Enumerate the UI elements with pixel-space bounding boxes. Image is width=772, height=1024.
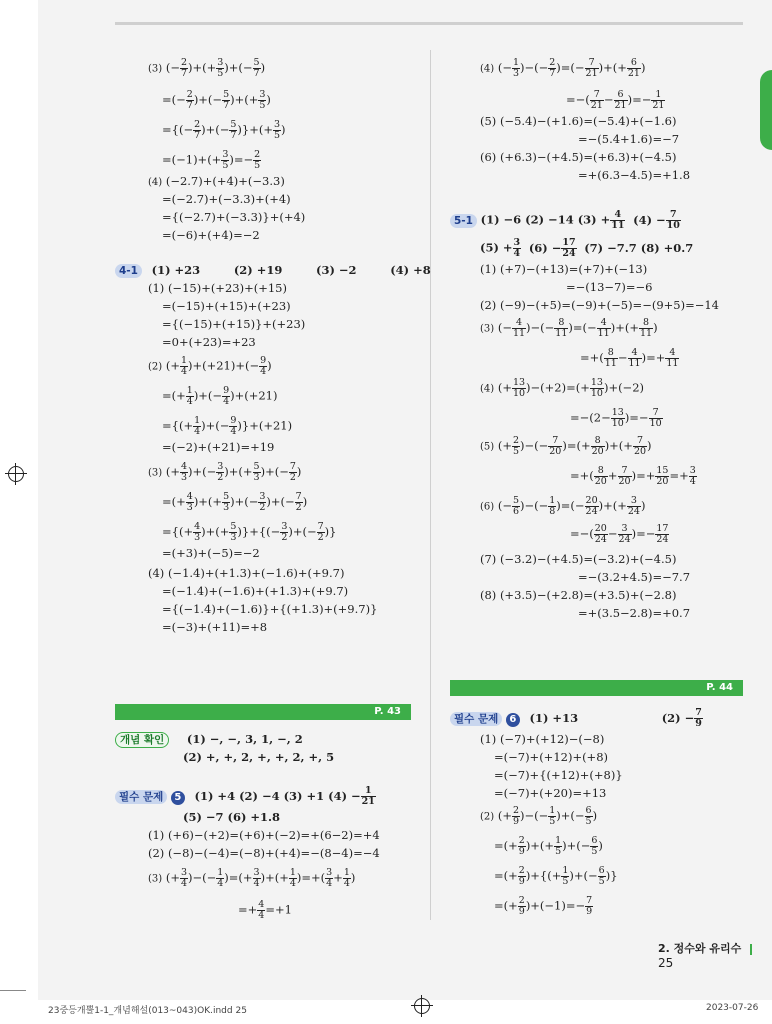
req5-1: (1) (+6)−(+2)=(+6)+(−2)=+(6−2)=+4 [148,828,380,842]
top-rule [115,22,743,25]
s51-3-line1: (3) (− $\frac{4}{11}$ )−(− $\frac{8}{11}$ )=(− $\frac{4}{11}$ )+(+ $\frac{8}{11}$ ) [480,317,658,339]
s51-5-line1: (5) (+ $\frac{2}{5}$ )−(− $\frac{7}{20}$ )=(+ $\frac{8}{20}$ )+(+ $\frac{7}{20}$ ) [480,435,652,457]
section-4-1-header: 4-1 (1) +23 (2) +19 (3) −2 (4) +8 [115,263,431,278]
right-p6-line1: (6) (+6.3)−(+4.5)=(+6.3)+(−4.5) [480,150,677,164]
s51-1-line2: =−(13−7)=−6 [566,280,653,294]
s51-7-line1: (7) (−3.2)−(+4.5)=(−3.2)+(−4.5) [480,552,677,566]
req6-2-line3: =(+ $\frac{2}{9}$ )+{(+ $\frac{1}{5}$ )+(− $\frac{6}{5}$ )} [494,865,618,887]
s51-3-line2: =+( $\frac{8}{11}$ − $\frac{4}{11}$ )=+ $\frac{4}{11}$ [580,347,679,369]
section-5-1-answers2: (5) + $\frac{3}{4}$ (6) − $\frac{17}{24}$ (7) −7.7 (8) +0.7 [480,237,694,259]
req6-1-line3: =(−7)+{(+12)+(+8)} [494,768,623,782]
problem-number: 6 [506,713,520,727]
left-p3-line2: =(− $\frac{2}{7}$ )+(− $\frac{5}{7}$ )+(+ $\frac{3}{5}$ ) [162,89,271,111]
page-label: P. 43 [364,704,411,720]
problem-number: 5 [171,791,185,805]
s51-7-line2: =−(3.2+4.5)=−7.7 [578,570,691,584]
s41-1-line3: ={(−15)+(+15)}+(+23) [162,317,306,331]
page-number: 25 [658,956,674,970]
s51-5-line2: =+( $\frac{8}{20}$ + $\frac{7}{20}$ )=+ $\frac{15}{20}$ =+ $\frac{3}{4}$ [570,465,696,487]
s51-8-line2: =+(3.5−2.8)=+0.7 [578,606,691,620]
chapter-tab [760,70,772,150]
section-badge: 4-1 [115,264,142,278]
req6-1-line4: =(−7)+(+20)=+13 [494,786,607,800]
s41-2-line1: (2) (+ $\frac{1}{4}$ )+(+21)+(− $\frac{9}{4}$ ) [148,355,272,377]
concept-check-row1: 개념 확인 (1) −, −, 3, 1, −, 2 [115,732,303,748]
page-bar-p44 [450,680,743,696]
req5-3-line1: (3) (+ $\frac{3}{4}$ )−(− $\frac{1}{4}$ )=(+ $\frac{3}{4}$ )+(+ $\frac{1}{4}$ )=+( $\frac{3}{4}$ + $\frac{1}{4}$ ) [148,867,356,889]
required-5-header: 필수 문제 5 (1) +4 (2) −4 (3) +1 (4) − $\frac{1}{21}$ [115,786,376,807]
right-p5-line1: (5) (−5.4)−(+1.6)=(−5.4)+(−1.6) [480,114,677,128]
crop-mark [0,990,26,991]
s51-6-line1: (6) (− $\frac{5}{6}$ )−(− $\frac{1}{8}$ )=(− $\frac{20}{24}$ )+(+ $\frac{3}{24}$ ) [480,495,646,517]
s41-4-line3: ={(−1.4)+(−1.6)}+{(+1.3)+(+9.7)} [162,602,378,616]
s41-4-line2: =(−1.4)+(−1.6)+(+1.3)+(+9.7) [162,584,349,598]
right-p5-line2: =−(5.4+1.6)=−7 [578,132,680,146]
s41-3-line3: ={(+ $\frac{4}{3}$ )+(+ $\frac{5}{3}$ )}+{(− $\frac{3}{2}$ )+(− $\frac{7}{2}$ )} [162,521,337,543]
s41-3-line4: =(+3)+(−5)=−2 [162,546,260,560]
section-badge: 5-1 [450,214,477,228]
req5-3-line2: =+ $\frac{4}{4}$ =+1 [238,899,292,921]
section-5-1-header: 5-1 (1) −6 (2) −14 (3) + $\frac{4}{11}$ (4) − $\frac{7}{10}$ [450,210,681,231]
left-p4-line4: =(−6)+(+4)=−2 [162,228,260,242]
registration-mark-icon [8,466,24,482]
registration-mark-icon [414,998,430,1014]
s51-4-line1: (4) (+ $\frac{13}{10}$ )−(+2)=(+ $\frac{13}{10}$ )+(−2) [480,377,645,399]
left-p3-line3: ={(− $\frac{2}{7}$ )+(− $\frac{5}{7}$ )}+(+ $\frac{3}{5}$ ) [162,119,286,141]
page-bar-p43 [115,704,411,720]
s41-2-line4: =(−2)+(+21)=+19 [162,440,275,454]
concept-check-row2: (2) +, +, 2, +, +, 2, +, 5 [183,750,335,764]
column-divider [430,50,431,920]
left-p3-line4: =(−1)+(+ $\frac{3}{5}$ )=− $\frac{2}{5}$ [162,149,261,171]
req6-1-line2: =(−7)+(+12)+(+8) [494,750,609,764]
s51-1-line1: (1) (+7)−(+13)=(+7)+(−13) [480,262,648,276]
right-p4-line1: (4) (− $\frac{1}{3}$ )−(− $\frac{2}{7}$ )=(− $\frac{7}{21}$ )+(+ $\frac{6}{21}$ ) [480,57,646,79]
right-p4-line2: =−( $\frac{7}{21}$ − $\frac{6}{21}$ )=− $\frac{1}{21}$ [566,89,665,111]
s41-3-line1: (3) (+ $\frac{4}{3}$ )+(− $\frac{3}{2}$ )+(+ $\frac{5}{3}$ )+(− $\frac{7}{2}$ ) [148,461,302,483]
s51-4-line2: =−(2− $\frac{13}{10}$ )=− $\frac{7}{10}$ [570,407,662,429]
required-5-answers2: (5) −7 (6) +1.8 [183,810,281,824]
s51-2: (2) (−9)−(+5)=(−9)+(−5)=−(9+5)=−14 [480,298,719,312]
req6-2-line4: =(+ $\frac{2}{9}$ )+(−1)=− $\frac{7}{9}$ [494,895,593,917]
s41-2-line3: ={(+ $\frac{1}{4}$ )+(− $\frac{9}{4}$ )}+(+21) [162,415,293,437]
left-p3-line1: (3) (− $\frac{2}{7}$ )+(+ $\frac{3}{5}$ )+(− $\frac{5}{7}$ ) [148,57,266,79]
s41-4-line4: =(−3)+(+11)=+8 [162,620,268,634]
left-p4-line2: =(−2.7)+(−3.3)+(+4) [162,192,291,206]
left-p4-line1: (4) (−2.7)+(+4)+(−3.3) [148,174,285,188]
required-6-header: 필수 문제 6 (1) +13 (2) − $\frac{7}{9}$ [450,708,703,729]
s51-8-line1: (8) (+3.5)−(+2.8)=(+3.5)+(−2.8) [480,588,677,602]
page-label: P. 44 [696,680,743,696]
req6-1-line1: (1) (−7)+(+12)−(−8) [480,732,605,746]
footer-file: 23중등개뿔1-1_개념해설(013~043)OK.indd 25 [48,1006,247,1016]
footer-date: 2023-07-26 [706,1003,759,1013]
s41-1-line2: =(−15)+(+15)+(+23) [162,299,291,313]
s41-1-line1: (1) (−15)+(+23)+(+15) [148,281,287,295]
req5-2: (2) (−8)−(−4)=(−8)+(+4)=−(8−4)=−4 [148,846,380,860]
req6-2-line2: =(+ $\frac{2}{9}$ )+(+ $\frac{1}{5}$ )+(− $\frac{6}{5}$ ) [494,835,603,857]
s51-6-line2: =−( $\frac{20}{24}$ − $\frac{3}{24}$ )=− $\frac{17}{24}$ [570,523,669,545]
s41-4-line1: (4) (−1.4)+(+1.3)+(−1.6)+(+9.7) [148,566,345,580]
s41-1-line4: =0+(+23)=+23 [162,335,256,349]
chapter-title: 2. 정수와 유리수 25 [658,940,772,970]
s41-2-line2: =(+ $\frac{1}{4}$ )+(− $\frac{9}{4}$ )+(+21) [162,385,278,407]
req6-2-line1: (2) (+ $\frac{2}{9}$ )−(− $\frac{1}{5}$ )+(− $\frac{6}{5}$ ) [480,805,598,827]
right-p6-line2: =+(6.3−4.5)=+1.8 [578,168,691,182]
s41-3-line2: =(+ $\frac{4}{3}$ )+(+ $\frac{5}{3}$ )+(− $\frac{3}{2}$ )+(− $\frac{7}{2}$ ) [162,491,308,513]
left-p4-line3: ={(−2.7)+(−3.3)}+(+4) [162,210,306,224]
concept-check-badge: 개념 확인 [115,732,169,748]
